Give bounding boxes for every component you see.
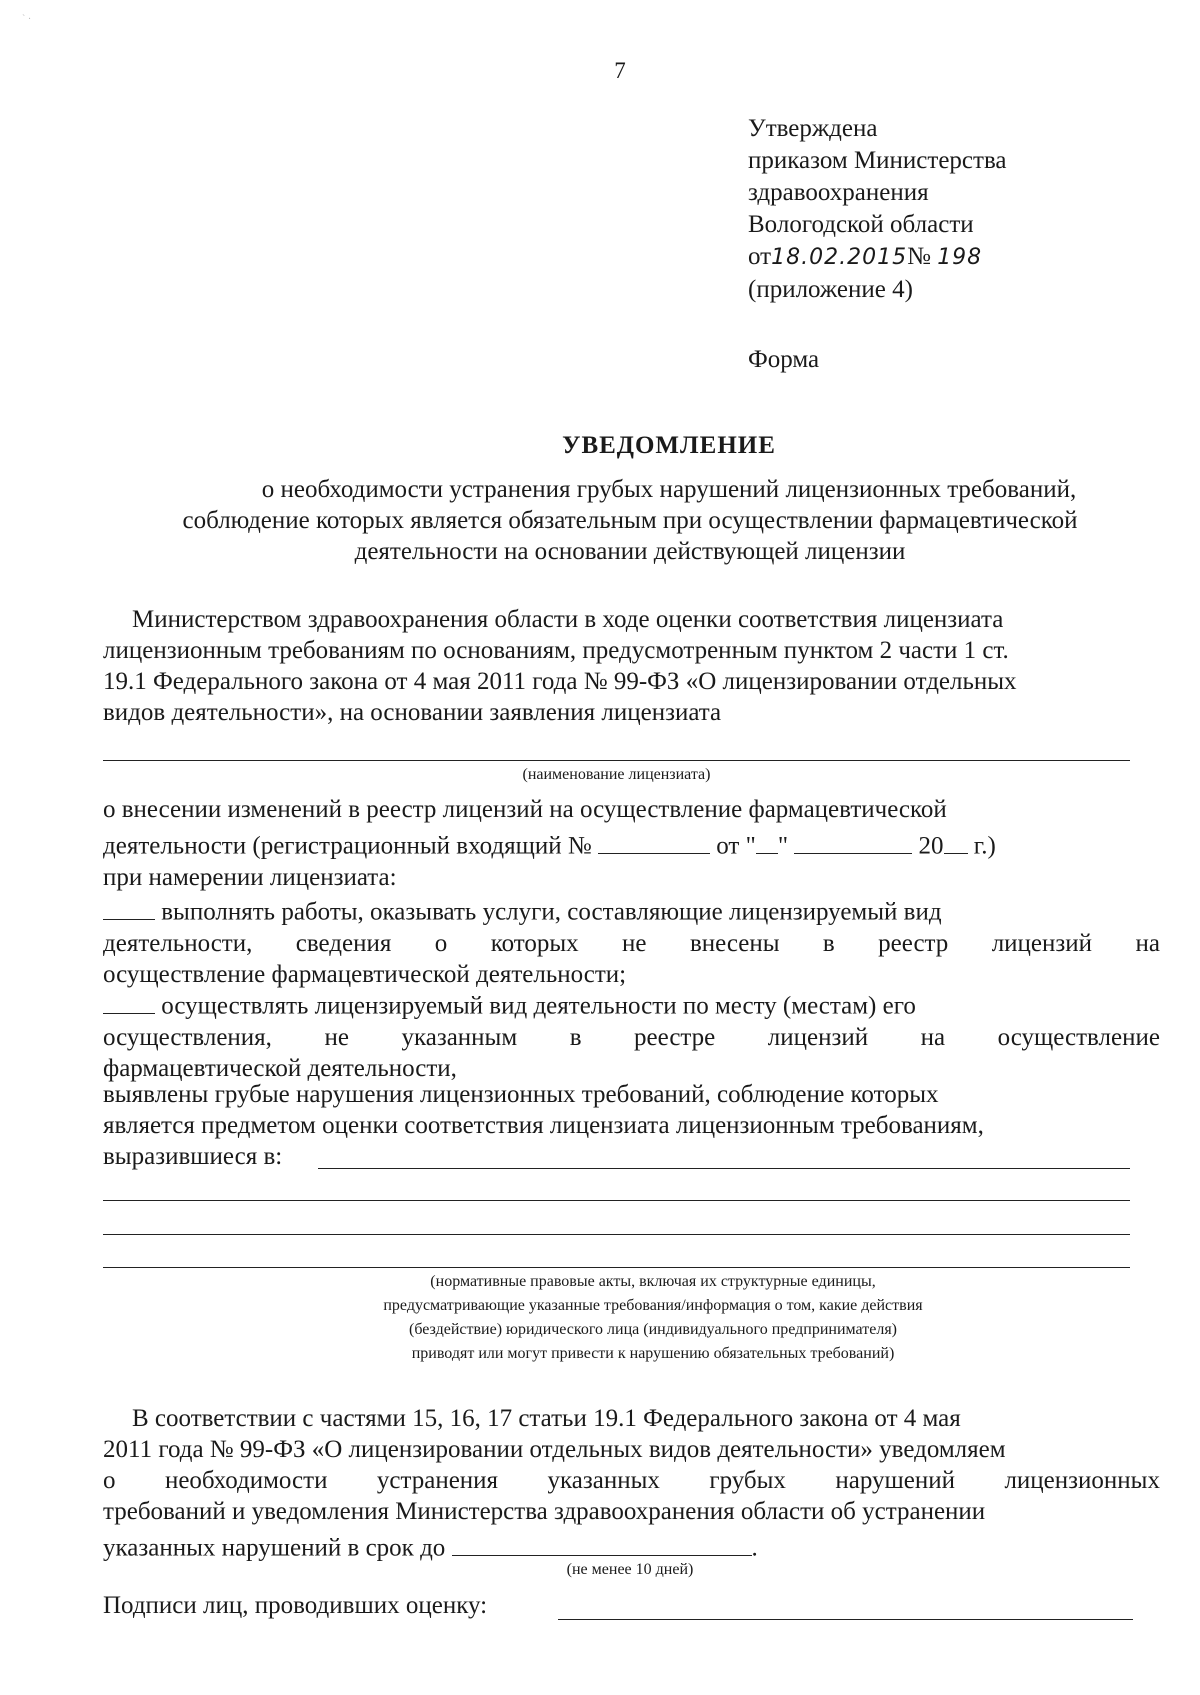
- acts-caption-line-4: приводят или могут привести к нарушению обязательных требований): [411, 1345, 895, 1362]
- notice-line-2: 2011 года № 99-ФЗ «О лицензировании отдельных видов деятельности» уведомляем: [103, 1436, 1006, 1463]
- notice-line-1: В соответствии с частями 15, 16, 17 статьи 19.1 Федерального закона от 4 мая: [132, 1405, 961, 1432]
- notice-line3-word-2: необходимости: [164, 1467, 328, 1494]
- violations-line-field-2[interactable]: [103, 1200, 1130, 1201]
- violations-paragraph: [103, 1079, 1160, 1172]
- violations-line-field-1[interactable]: [318, 1168, 1130, 1169]
- approval-line-1: Утверждена: [748, 115, 878, 142]
- deadline-caption: (не менее 10 дней): [566, 1561, 694, 1578]
- option-2: [103, 985, 1160, 1084]
- approval-order-line: [748, 241, 1007, 274]
- year-prefix: 20: [918, 832, 944, 860]
- handwritten-date: 18.02.2015: [771, 245, 908, 270]
- date-open-quote: от ": [716, 832, 756, 860]
- scan-artifact: ` ·: [22, 14, 32, 25]
- option2-line-2: [103, 1022, 1160, 1053]
- option1-checkbox-blank[interactable]: [103, 891, 155, 920]
- acts-caption-line-3: (бездействие) юридического лица (индивидуального предпринимателя): [409, 1321, 897, 1338]
- number-prefix: №: [907, 243, 931, 270]
- option1-line-3: осуществление фармацевтической деятельности;: [103, 960, 627, 988]
- deadline-period: .: [751, 1534, 758, 1562]
- option2-line2-word-3: указанным: [401, 1023, 518, 1051]
- form-label: Форма: [748, 346, 820, 373]
- option1-text-1: выполнять работы, оказывать услуги, составляющие лицензируемый вид: [161, 898, 942, 926]
- deadline-blank[interactable]: [452, 1527, 752, 1556]
- acts-caption: [103, 1270, 1200, 1366]
- approval-line-2: приказом Министерства: [748, 147, 1007, 174]
- intro-line-1: Министерством здравоохранения области в ходе оценки соответствия лицензиата: [132, 606, 1004, 633]
- violations-line-1: выявлены грубые нарушения лицензионных требований, соблюдение которых: [103, 1081, 939, 1108]
- option1-line-1: [103, 891, 1160, 928]
- subtitle-line-3: деятельности на основании действующей лицензии: [354, 538, 906, 565]
- subtitle-line-1: о необходимости устранения грубых нарушений лицензионных требований,: [261, 476, 1077, 503]
- violations-line-field-3[interactable]: [103, 1234, 1130, 1235]
- changes-line-3: при намерении лицензиата:: [103, 863, 397, 891]
- option1-line2-word-7: в: [822, 929, 835, 957]
- subtitle-line-2: соблюдение которых является обязательным при осуществлении фармацевтической: [182, 507, 1078, 534]
- intro-line-2: лицензионным требованиям по основаниям, предусмотренным пунктом 2 части 1 ст.: [103, 637, 1009, 664]
- date-close-quote: ": [777, 832, 789, 860]
- signatures-line[interactable]: [558, 1619, 1133, 1620]
- acts-caption-line-2: предусматривающие указанные требования/информация о том, какие действия: [383, 1297, 923, 1314]
- intro-line-4: видов деятельности», на основании заявления лицензиата: [103, 699, 722, 726]
- option1-line2-word-6: внесены: [689, 929, 780, 957]
- option2-text-1: осуществлять лицензируемый вид деятельности по месту (местам) его: [161, 992, 916, 1020]
- year-blank[interactable]: [944, 825, 968, 854]
- licensee-name-line[interactable]: [103, 760, 1130, 761]
- option2-line2-word-4: в: [569, 1023, 582, 1051]
- option2-line-3: фармацевтической деятельности,: [103, 1054, 457, 1082]
- option1-line2-word-4: которых: [490, 929, 579, 957]
- option-1: [103, 891, 1160, 990]
- changes-line-1: о внесении изменений в реестр лицензий на осуществление фармацевтической: [103, 796, 947, 823]
- intro-paragraph: [103, 604, 1160, 728]
- document-subtitle: [100, 474, 1160, 567]
- from-prefix: от: [748, 243, 772, 270]
- option2-checkbox-blank[interactable]: [103, 985, 155, 1014]
- option1-line2-word-2: сведения: [295, 929, 392, 957]
- acts-caption-line-1: (нормативные правовые акты, включая их структурные единицы,: [430, 1273, 876, 1290]
- option1-line2-word-5: не: [622, 929, 647, 957]
- option2-line2-word-8: осуществление: [997, 1023, 1160, 1051]
- appendix-label: (приложение 4): [748, 276, 913, 303]
- option1-line-2: [103, 928, 1160, 959]
- page-number: 7: [614, 58, 626, 83]
- option2-line2-word-2: не: [324, 1023, 349, 1051]
- notice-line3-word-1: о: [103, 1467, 116, 1494]
- violations-line-field-4[interactable]: [103, 1267, 1130, 1268]
- approval-line-4: Вологодской области: [748, 211, 974, 238]
- intro-line-3: 19.1 Федерального закона от 4 мая 2011 года № 99-ФЗ «О лицензировании отдельных: [103, 668, 1017, 695]
- option1-line2-word-9: лицензий: [991, 929, 1093, 957]
- notice-line3-word-5: грубых: [709, 1467, 786, 1494]
- option1-line2-word-1: деятельности,: [103, 929, 253, 957]
- changes-paragraph: [103, 794, 1130, 893]
- signatures-label: Подписи лиц, проводивших оценку:: [103, 1592, 488, 1619]
- option2-line2-word-6: лицензий: [767, 1023, 869, 1051]
- notice-line-4: требований и уведомления Министерства здравоохранения области об устранении: [103, 1498, 986, 1525]
- option2-line2-word-5: реестре: [634, 1023, 716, 1051]
- violations-label: выразившиеся в:: [103, 1143, 283, 1170]
- handwritten-order-number: 198: [937, 245, 983, 270]
- option1-line2-word-3: о: [434, 929, 448, 957]
- option2-line2-word-1: осуществления,: [103, 1023, 272, 1051]
- licensee-caption: (наименование лицензиата): [522, 766, 711, 783]
- notice-line3-word-6: нарушений: [835, 1467, 956, 1494]
- registration-number-blank[interactable]: [598, 825, 710, 854]
- deadline-label: указанных нарушений в срок до: [103, 1534, 446, 1562]
- notice-paragraph: [103, 1403, 1160, 1564]
- document-title: УВЕДОМЛЕНИЕ: [562, 432, 776, 459]
- option2-line-1: [103, 985, 1160, 1022]
- option2-line2-word-7: на: [920, 1023, 946, 1051]
- month-blank[interactable]: [794, 825, 912, 854]
- notice-line3-word-7: лицензионных: [1004, 1467, 1160, 1494]
- changes-line-2: [103, 825, 1130, 862]
- approval-line-3: здравоохранения: [748, 179, 929, 206]
- option1-line2-word-8: реестр: [878, 929, 949, 957]
- year-suffix: г.): [973, 832, 996, 860]
- notice-line-3: [103, 1465, 1160, 1496]
- approval-block: [748, 113, 1007, 306]
- notice-line3-word-3: устранения: [376, 1467, 499, 1494]
- day-blank[interactable]: [756, 825, 778, 854]
- option1-line2-word-10: на: [1135, 929, 1160, 957]
- registration-label: деятельности (регистрационный входящий №: [103, 832, 592, 860]
- violations-line-2: является предметом оценки соответствия лицензиата лицензионным требованиям,: [103, 1112, 984, 1139]
- notice-line3-word-4: указанных: [547, 1467, 660, 1494]
